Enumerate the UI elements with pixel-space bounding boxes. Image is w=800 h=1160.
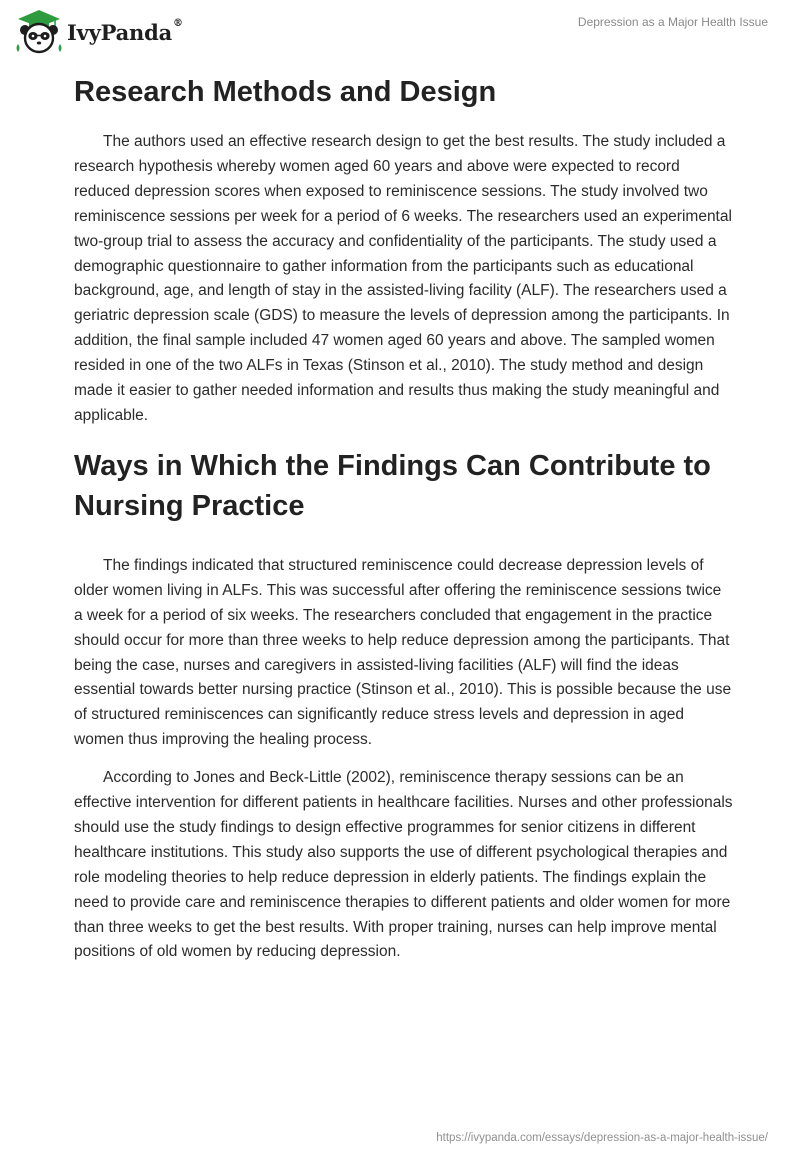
- brand-name-text: IvyPanda: [67, 19, 173, 45]
- page-header: [0, 0, 800, 60]
- paragraph: According to Jones and Beck-Little (2002), reminiscence therapy sessions can be an effective intervention for different patients in healthcare facilities. Nurses and other professionals should use the study findings to design effective programmes for senior citizens in different healthcare institutions. This study also supports the use of different psychological therapies and role modeling theories to help reduce depression in elderly patients. The findings explain the need to provide care and reminiscence therapies to different patients and older women for more than three weeks to get the best results. With proper training, nurses can help improve mental positions of old women by reducing depression.: [74, 769, 733, 961]
- brand-name: [67, 17, 183, 45]
- essay-body: [74, 70, 734, 965]
- panda-graduate-icon: [14, 8, 64, 54]
- source-url[interactable]: https://ivypanda.com/essays/depression-as-a-major-health-issue/: [436, 1132, 768, 1144]
- brand-logo[interactable]: [14, 8, 183, 54]
- paragraph: The authors used an effective research design to get the best results. The study included a research hypothesis whereby women aged 60 years and above were expected to record reduced depression scores when exposed to reminiscence sessions. The study involved two reminiscence sessions per week for a period of 6 weeks. The researchers used an experimental two-group trial to assess the accuracy and confidentiality of the participants. The study used a demographic questionnaire to gather information from the participants such as educational background, age, and length of stay in the assisted-living facility (ALF). The researchers used a geriatric depression scale (GDS) to measure the levels of depression among the participants. In addition, the final sample included 47 women aged 60 years and above. The sampled women resided in one of the two ALFs in Texas (Stinson et al., 2010). The study method and design made it easier to gather needed information and results thus making the study meaningful and applicable.: [74, 133, 732, 424]
- paragraph: The findings indicated that structured reminiscence could decrease depression levels of older women living in ALFs. This was successful after offering the reminiscence sessions twice a week for a period of six weeks. The researchers concluded that engagement in the practice should occur for more than three weeks to help reduce depression among the participants. That being the case, nurses and caregivers in assisted-living facilities (ALF) will find the ideas essential towards better nursing practice (Stinson et al., 2010). This is possible because the use of structured reminiscences can significantly reduce stress levels and depression in aged women thus improving the healing process.: [74, 556, 732, 749]
- document-title: Depression as a Major Health Issue: [577, 15, 768, 29]
- section-heading-research-methods: Research Methods and Design: [74, 76, 497, 108]
- section-heading-nursing-practice: Ways in Which the Findings Can Contribute to Nursing Practice: [74, 449, 711, 522]
- registered-mark: ®: [173, 17, 183, 29]
